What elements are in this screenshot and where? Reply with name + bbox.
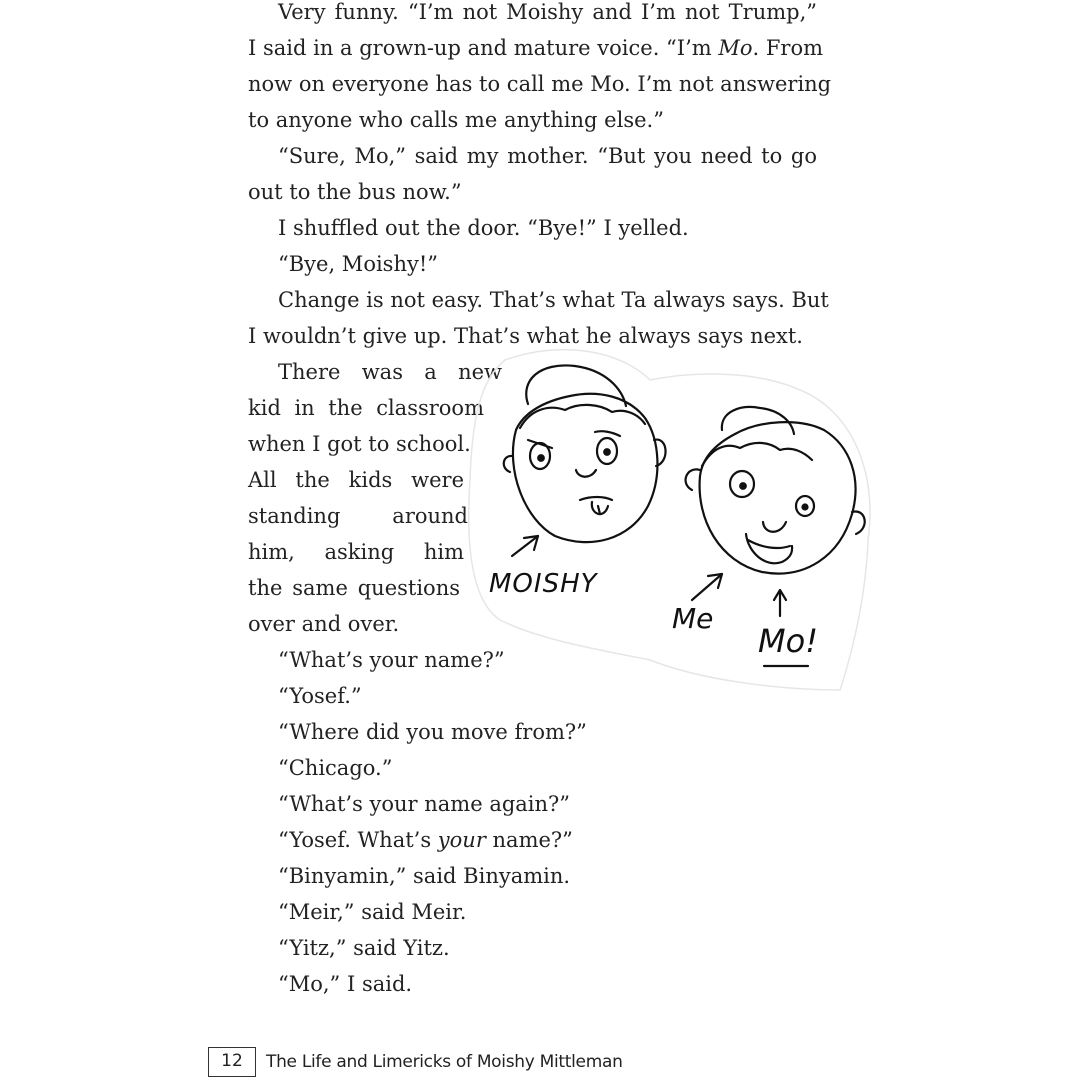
para6-line2: kid in the classroom: [248, 396, 484, 420]
para2-line2: out to the bus now.”: [248, 180, 462, 204]
para6-line4: All the kids were: [248, 468, 464, 492]
dialogue-line: “Yosef.”: [278, 684, 362, 708]
para1-line4: to anyone who calls me anything else.”: [248, 108, 664, 132]
moishy-face-icon: [504, 365, 666, 556]
para6-line8: over and over.: [248, 612, 400, 636]
para1-line3: now on everyone has to call me Mo. I’m not answering: [248, 72, 832, 96]
dialogue-line: “What’s your name again?”: [278, 792, 571, 816]
para5-line2: I wouldn’t give up. That’s what he always says next.: [248, 324, 803, 348]
para1-line2: I said in a grown-up and mature voice. “I’m Mo. From: [248, 36, 824, 60]
dialogue-line: “Chicago.”: [278, 756, 393, 780]
me-label: Me: [672, 602, 714, 635]
para6-line3: when I got to school.: [248, 432, 471, 456]
dialogue-line: “Yosef. What’s your name?”: [278, 828, 573, 852]
para6-line5: standing around: [248, 504, 468, 528]
dialogue-line: “Yitz,” said Yitz.: [278, 936, 450, 960]
dialogue-line: “What’s your name?”: [278, 648, 505, 672]
dialogue-line: “Mo,” I said.: [278, 972, 413, 996]
para5-line1: Change is not easy. That’s what Ta always says. But: [278, 288, 829, 312]
dialogue-line: “Meir,” said Meir.: [278, 900, 467, 924]
para6-line7: the same questions: [248, 576, 460, 600]
para1-line1: Very funny. “I’m not Moishy and I’m not Trump,”: [278, 0, 817, 24]
para2-line1: “Sure, Mo,” said my mother. “But you need to go: [278, 144, 817, 168]
running-title: The Life and Limericks of Moishy Mittleman: [266, 1052, 623, 1072]
moishy-label: MOISHY: [489, 569, 598, 599]
mo-label: Mo!: [758, 622, 819, 660]
para3: I shuffled out the door. “Bye!” I yelled.: [278, 216, 689, 240]
page-number: 12: [208, 1047, 256, 1077]
para4: “Bye, Moishy!”: [278, 252, 439, 276]
dialogue-line: “Binyamin,” said Binyamin.: [278, 864, 571, 888]
dialogue-line: “Where did you move from?”: [278, 720, 587, 744]
para6-line6: him, asking him: [248, 540, 464, 564]
para6-line1: There was a new: [278, 360, 502, 384]
hand-drawn-illustration: [462, 346, 882, 696]
